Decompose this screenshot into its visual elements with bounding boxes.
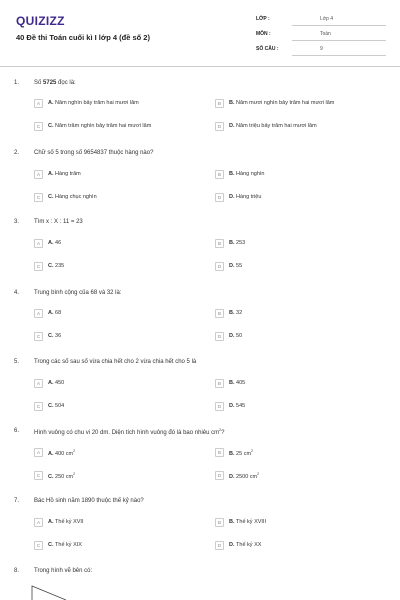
option-6c[interactable]: C C. 250 $cm^2$	[34, 471, 194, 481]
option-letter: D	[215, 332, 224, 341]
option-5d[interactable]: D D. 545	[215, 402, 375, 412]
question-number: 2.	[14, 150, 20, 156]
meta-grade	[256, 14, 386, 28]
option-letter: B	[215, 448, 224, 457]
option-letter: C	[34, 122, 43, 131]
option-1b[interactable]: B B. Năm mươi nghìn bảy trăm hai mươi lăm	[215, 99, 375, 109]
meta-value: Lớp 4	[292, 14, 386, 26]
option-5b[interactable]: B B. 405	[215, 379, 375, 389]
option-7c[interactable]: C C. Thế kỷ XIX	[34, 541, 194, 551]
option-6a[interactable]: A A. 400 $cm^2$	[34, 448, 194, 458]
option-letter: A	[34, 379, 43, 388]
option-1c[interactable]: C C. Năm trăm nghìn bảy trăm hai mươi lăm	[34, 122, 194, 132]
option-3b[interactable]: B B. 253	[215, 239, 375, 249]
option-letter: D	[215, 122, 224, 131]
option-letter: C	[34, 193, 43, 202]
option-letter: D	[215, 471, 224, 480]
option-letter: B	[215, 518, 224, 527]
option-5c[interactable]: C C. 504	[34, 402, 194, 412]
option-letter: D	[215, 541, 224, 550]
worksheet-title: 40 Đề thi Toán cuối kì I lớp 4 (đề số 2)	[16, 33, 150, 42]
option-letter: D	[215, 262, 224, 271]
option-2b[interactable]: B B. Hàng nghìn	[215, 170, 375, 180]
option-4c[interactable]: C C. 36	[34, 332, 194, 342]
option-letter: C	[34, 332, 43, 341]
meta-value: Toán	[292, 29, 386, 41]
option-letter: B	[215, 99, 224, 108]
option-letter: C	[34, 541, 43, 550]
option-letter: C	[34, 471, 43, 480]
question-number: 5.	[14, 359, 20, 365]
option-7b[interactable]: B B. Thế kỷ XVIII	[215, 518, 375, 528]
question-text: Chữ số 5 trong số 9654837 thuộc hàng nào?	[34, 150, 154, 156]
option-letter: A	[34, 239, 43, 248]
option-3c[interactable]: C C. 235	[34, 262, 194, 272]
option-letter: A	[34, 448, 43, 457]
question-text: Hình vuông có chu vi 20 dm. Diện tích hình vuông đó là bao nhiêu $cm^2$?	[34, 428, 225, 436]
option-4d[interactable]: D D. 50	[215, 332, 375, 342]
option-3d[interactable]: D D. 55	[215, 262, 375, 272]
meta-value: 9	[292, 44, 386, 56]
quizizz-logo: QUIZIZZ	[16, 14, 65, 28]
option-letter: D	[215, 402, 224, 411]
option-letter: D	[215, 193, 224, 202]
option-6b[interactable]: B B. 25 $cm^2$	[215, 448, 375, 458]
option-5a[interactable]: A A. 450	[34, 379, 194, 389]
option-7d[interactable]: D D. Thế kỷ XX	[215, 541, 375, 551]
option-3a[interactable]: A A. 46	[34, 239, 194, 249]
option-letter: A	[34, 518, 43, 527]
option-6d[interactable]: D D. 2500 $cm^2$	[215, 471, 375, 481]
option-letter: B	[215, 170, 224, 179]
option-letter: B	[215, 309, 224, 318]
option-1d[interactable]: D D. Năm triệu bảy trăm hai mươi lăm	[215, 122, 375, 132]
option-letter: C	[34, 402, 43, 411]
option-1a[interactable]: A A. Năm nghìn bảy trăm hai mươi lăm	[34, 99, 194, 109]
option-4b[interactable]: B B. 32	[215, 309, 375, 319]
meta-key: MÔN :	[256, 31, 271, 37]
question-text: Trung bình cộng của 68 và 32 là:	[34, 290, 122, 296]
option-2a[interactable]: A A. Hàng trăm	[34, 170, 194, 180]
option-2c[interactable]: C C. Hàng chục nghìn	[34, 193, 194, 203]
option-letter: C	[34, 262, 43, 271]
option-2d[interactable]: D D. Hàng triệu	[215, 193, 375, 203]
question-number: 6.	[14, 428, 20, 434]
triangle-figure	[30, 582, 70, 600]
header-divider	[0, 66, 400, 67]
question-text: Trong các số sau số vừa chia hết cho 2 vừa chia hết cho 5 là	[34, 359, 197, 365]
question-number: 3.	[14, 219, 20, 225]
question-text: Số 5725 đọc là:	[34, 80, 76, 86]
question-number: 8.	[14, 568, 20, 574]
option-letter: B	[215, 239, 224, 248]
worksheet-header	[0, 0, 400, 66]
meta-key: SỐ CÂU :	[256, 46, 279, 52]
question-number: 1.	[14, 80, 20, 86]
option-4a[interactable]: A A. 68	[34, 309, 194, 319]
option-7a[interactable]: A A. Thế kỷ XVII	[34, 518, 194, 528]
option-letter: A	[34, 170, 43, 179]
question-text: Tìm x : X : 11 = 23	[34, 219, 83, 225]
question-number: 4.	[14, 290, 20, 296]
option-letter: B	[215, 379, 224, 388]
question-number: 7.	[14, 498, 20, 504]
question-text: Trong hình vẽ bên có:	[34, 568, 93, 574]
meta-subject	[256, 29, 386, 43]
question-text: Bác Hồ sinh năm 1890 thuộc thế kỷ nào?	[34, 498, 144, 504]
meta-key: LỚP :	[256, 16, 270, 22]
option-letter: A	[34, 99, 43, 108]
meta-question-count	[256, 44, 386, 58]
option-letter: A	[34, 309, 43, 318]
